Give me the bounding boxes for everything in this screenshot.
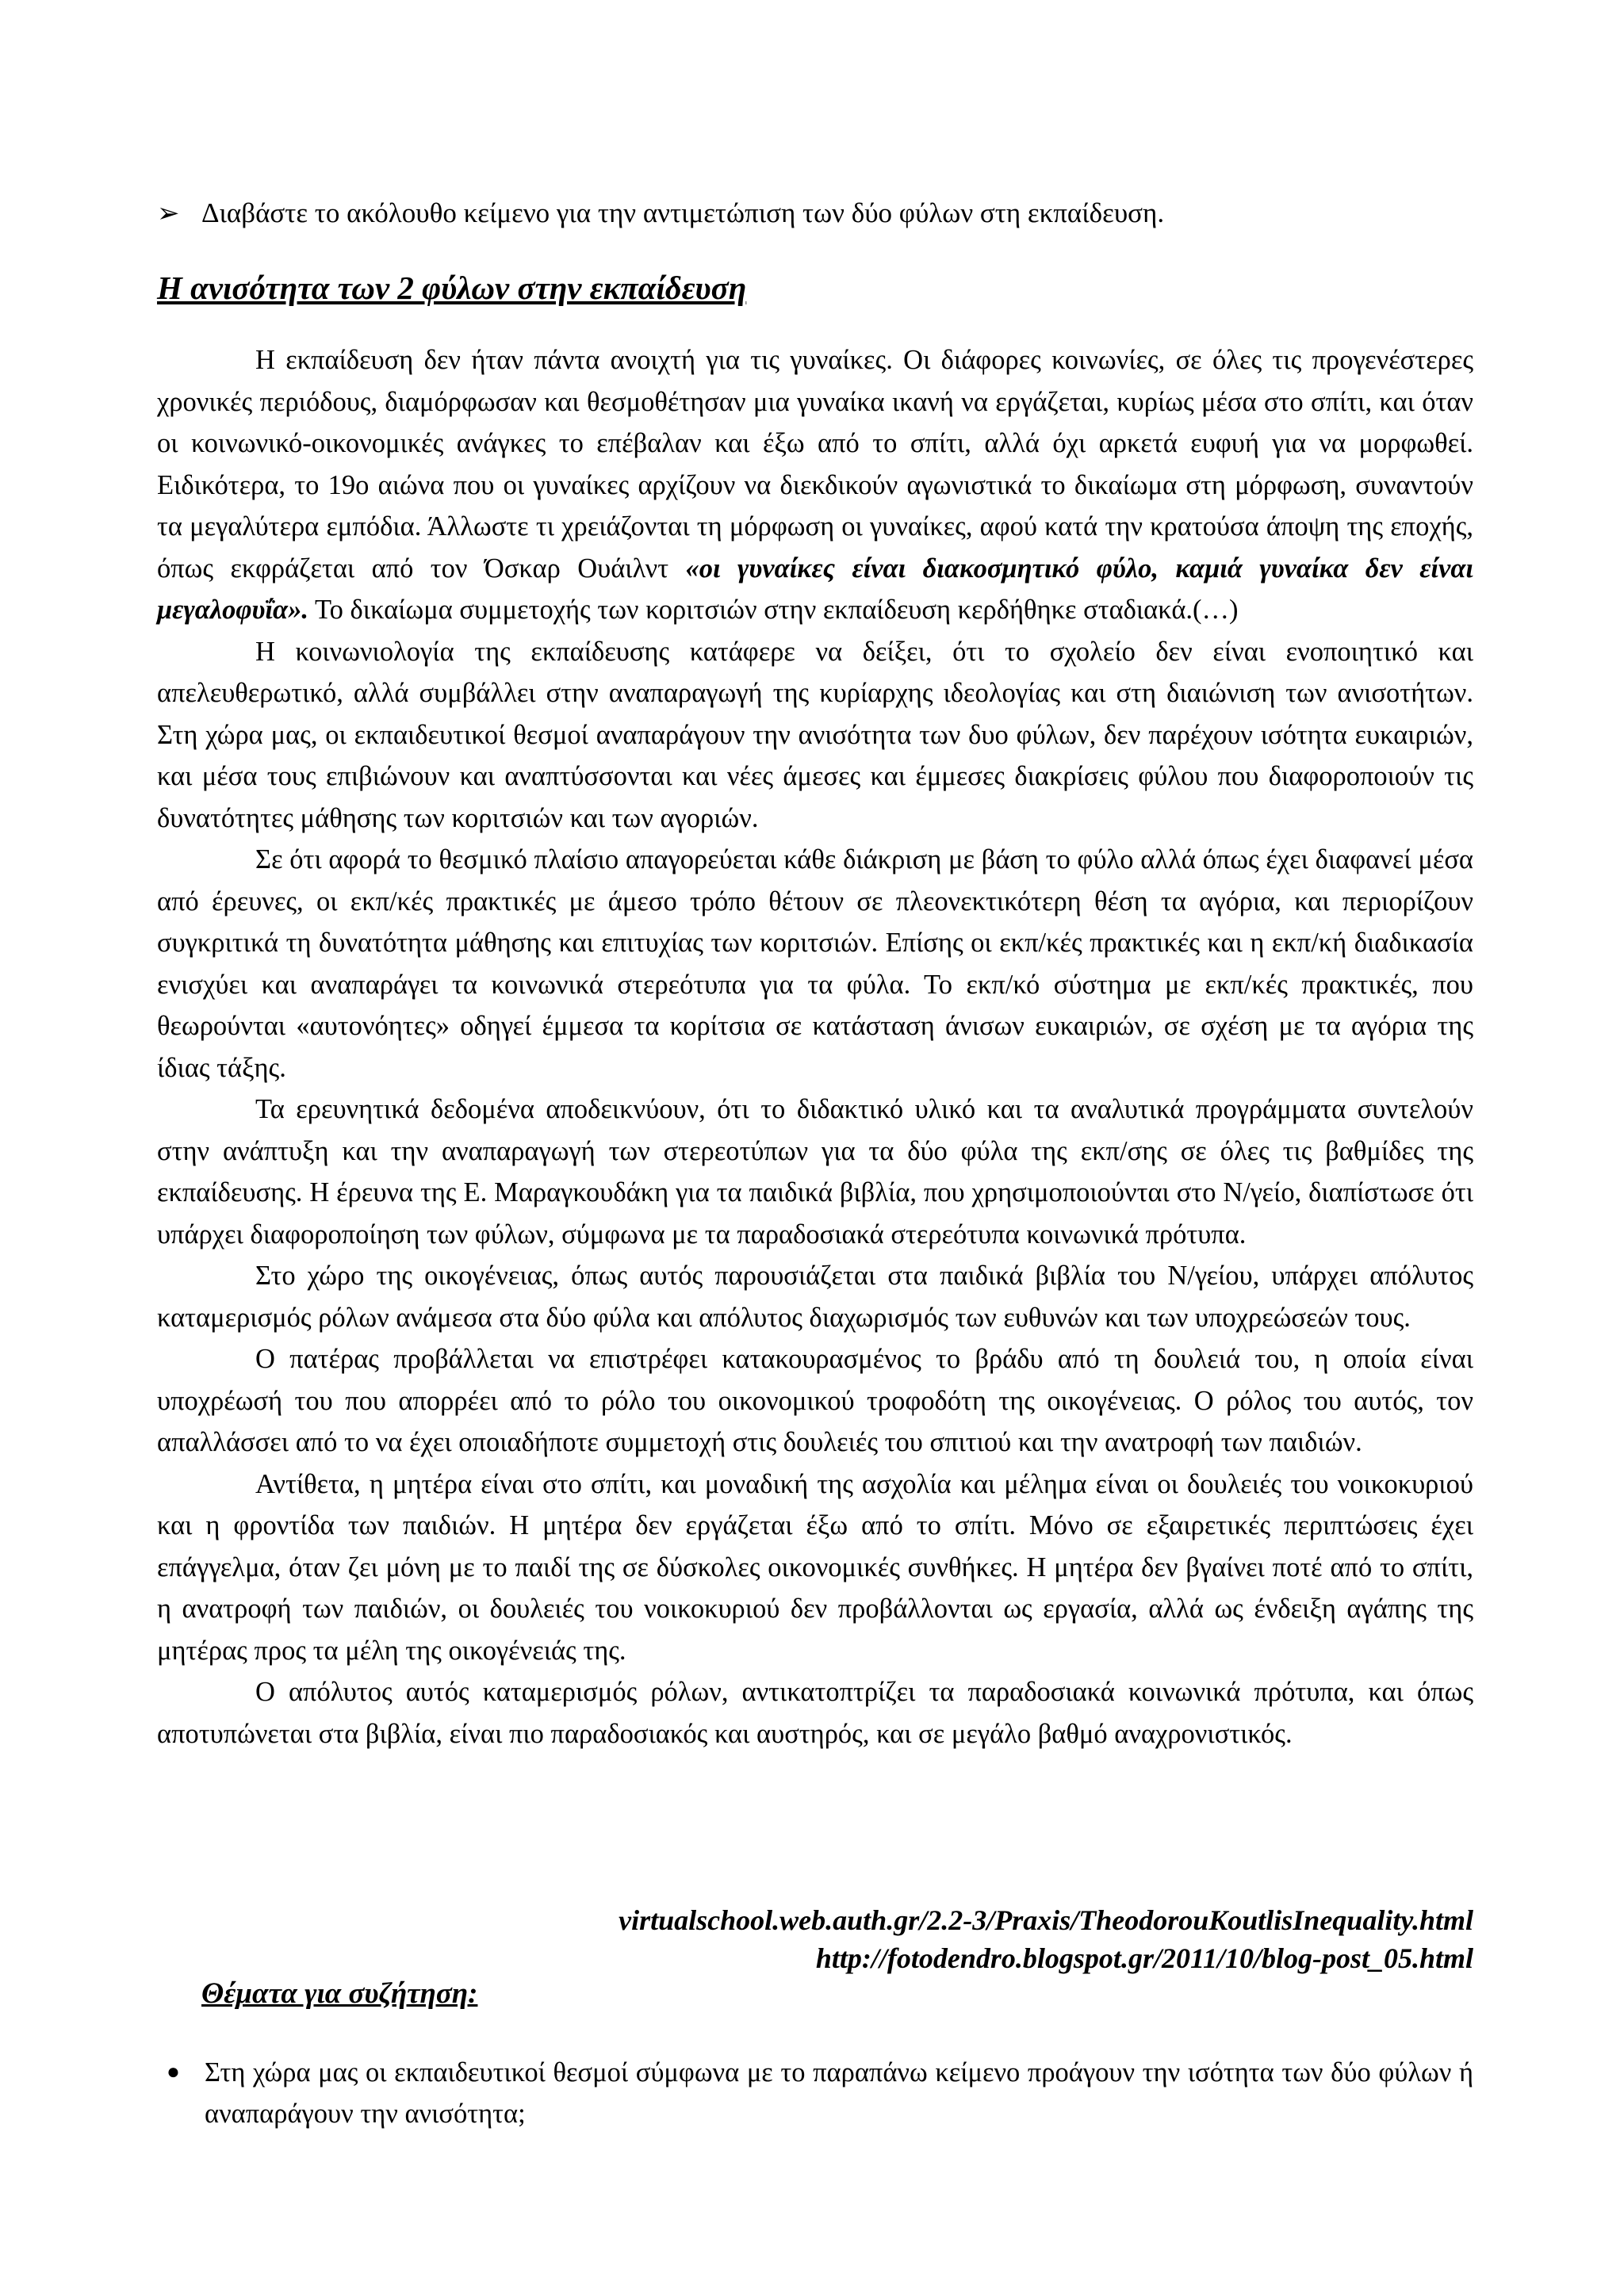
- paragraph: Τα ερευνητικά δεδομένα αποδεικνύουν, ότι το διδακτικό υλικό και τα αναλυτικά προγράμματα συντελούν στην ανάπτυξη και την αναπαραγωγή των στερεοτύπων για τα δύο φύλα της εκπ/σης σε όλες τις βαθμίδες της εκπαίδευσης. Η έρευνα της Ε. Μαραγκουδάκη για τα παιδικά βιβλία, που χρησιμοποιούνται στο Ν/γείο, διαπίστωσε ότι υπάρχει διαφοροποίηση των φύλων, σύμφωνα με τα παραδοσιακά στερεότυπα κοινωνικά πρότυπα.: [157, 1094, 1473, 1249]
- paragraph-text: Το δικαίωμα συμμετοχής των κοριτσιών στην εκπαίδευση κερδήθηκε σταδιακά.(…): [308, 595, 1239, 625]
- paragraph: [157, 339, 1473, 631]
- source-link[interactable]: http://fotodendro.blogspot.gr/2011/10/blog-post_05.html: [815, 1942, 1473, 1974]
- paragraph: Ο απόλυτος αυτός καταμερισμός ρόλων, αντικατοπτρίζει τα παραδοσιακά κοινωνικά πρότυπα, και όπως αποτυπώνεται στα βιβλία, είναι πιο παραδοσιακός και αυστηρός, και σε μεγάλο βαθμό αναχρονιστικός.: [157, 1677, 1473, 1749]
- paragraph: Σε ότι αφορά το θεσμικό πλαίσιο απαγορεύεται κάθε διάκριση με βάση το φύλο αλλά όπως έχει διαφανεί μέσα από έρευνες, οι εκπ/κές πρακτικές με άμεσο τρόπο θέτουν σε πλεονεκτικότερη θέση τα αγόρια, και περιορίζουν συγκριτικά τη δυνατότητα μάθησης και επιτυχίας των κοριτσιών. Επίσης οι εκπ/κές πρακτικές και η εκπ/κή διαδικασία ενισχύει και αναπαράγει τα κοινωνικά στερεότυπα για τα φύλα. Το εκπ/κό σύστημα με εκπ/κές πρακτικές, που θεωρούνται «αυτονόητες» οδηγεί έμμεσα τα κορίτσια σε κατάσταση άνισων ευκαιριών, σε σχέση με τα αγόρια της ίδιας τάξης.: [157, 844, 1473, 1083]
- arrow-bullet-icon: ➢: [157, 199, 180, 228]
- instruction-text: Διαβάστε το ακόλουθο κείμενο για την αντιμετώπιση των δύο φύλων στη εκπαίδευση.: [201, 197, 1165, 228]
- article-body: [157, 339, 1473, 1755]
- paragraph: Η κοινωνιολογία της εκπαίδευσης κατάφερε να δείξει, ότι το σχολείο δεν είναι ενοποιητικό και απελευθερωτικό, αλλά συμβάλλει στην αναπαραγωγή της κυρίαρχης ιδεολογίας και στη διαιώνιση των ανισοτήτων. Στη χώρα μας, οι εκπαιδευτικοί θεσμοί αναπαράγουν την ανισότητα των δυο φύλων, δεν παρέχουν ισότητα ευκαιριών, και μέσα τους επιβιώνουν και αναπτύσσονται και νέες άμεσες και έμμεσες διακρίσεις φύλου που διαφοροποιούν τις δυνατότητες μάθησης των κοριτσιών και των αγοριών.: [157, 636, 1473, 833]
- paragraph: Αντίθετα, η μητέρα είναι στο σπίτι, και μοναδική της ασχολία και μέλημα είναι οι δουλειές του νοικοκυριού και η φροντίδα των παιδιών. Η μητέρα δεν εργάζεται έξω από το σπίτι. Μόνο σε εξαιρετικές περιπτώσεις έχει επάγγελμα, όταν ζει μόνη με το παιδί της σε δύσκολες οικονομικές συνθήκες. Η μητέρα δεν βγαίνει ποτέ από το σπίτι, η ανατροφή των παιδιών, οι δουλειές του νοικοκυριού δεν προβάλλονται ως εργασία, αλλά ως ένδειξη αγάπης της μητέρας προς τα μέλη της οικογένειάς της.: [157, 1468, 1473, 1666]
- source-links: [157, 1901, 1473, 1977]
- source-link[interactable]: virtualschool.web.auth.gr/2.2-3/Praxis/TheodorouKoutlisInequality.html: [619, 1904, 1473, 1936]
- bullet-icon: ●: [167, 2060, 180, 2084]
- paragraph: Στο χώρο της οικογένειας, όπως αυτός παρουσιάζεται στα παιδικά βιβλία του Ν/γείου, υπάρχει απόλυτος καταμερισμός ρόλων ανάμεσα στα δύο φύλα και απόλυτος διαχωρισμός των ευθυνών και των υποχρεώσεών τους.: [157, 1261, 1473, 1333]
- wilde-quote: «οι γυναίκες είναι διακοσμητικό φύλο, καμιά γυναίκα δεν είναι μεγαλοφυΐα».: [157, 553, 1473, 625]
- discussion-questions: [157, 2052, 1473, 2134]
- discussion-heading: Θέματα για συζήτηση:: [201, 1977, 478, 2010]
- question-text: Στη χώρα μας οι εκπαιδευτικοί θεσμοί σύμφωνα με το παραπάνω κείμενο προάγουν την ισότητα των δύο φύλων ή αναπαράγουν την ανισότητα;: [205, 2057, 1473, 2129]
- document-title: Η ανισότητα των 2 φύλων στην εκπαίδευση: [157, 270, 747, 306]
- paragraph: Ο πατέρας προβάλλεται να επιστρέφει κατακουρασμένος το βράδυ από τη δουλειά του, η οποία είναι υποχρέωσή του που απορρέει από το ρόλο του οικονομικού τροφοδότη της οικογένειας. Ο ρόλος του αυτός, τον απαλλάσσει από το να έχει οποιαδήποτε συμμετοχή στις δουλειές του σπιτιού και την ανατροφή των παιδιών.: [157, 1344, 1473, 1457]
- list-item: [157, 2052, 1473, 2134]
- instruction-line: [157, 193, 1164, 234]
- paragraph-text: Η εκπαίδευση δεν ήταν πάντα ανοιχτή για τις γυναίκες. Οι διάφορες κοινωνίες, σε όλες τις προγενέστερες χρονικές περιόδους, διαμόρφωσαν και θεσμοθέτησαν μια γυναίκα ικανή να εργάζεται, κυρίως μέσα στο σπίτι, και όταν οι κοινωνικό-οικονομικές ανάγκες το επέβαλαν και έξω από το σπίτι, αλλά όχι αρκετά ευφυή για να μορφωθεί. Ειδικότερα, το 19ο αιώνα που οι γυναίκες αρχίζουν να διεκδικούν αγωνιστικά το δικαίωμα στη μόρφωση, συναντούν τα μεγαλύτερα εμπόδια. Άλλωστε τι χρειάζονται τη μόρφωση οι γυναίκες, αφού κατά την κρατούσα άποψη της εποχής, όπως εκφράζεται από τον Όσκαρ Ουάιλντ: [157, 345, 1473, 584]
